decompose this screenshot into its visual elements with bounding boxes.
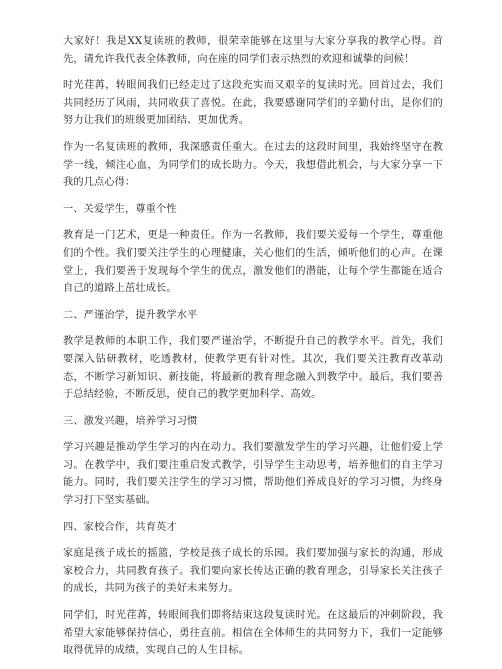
- section-heading-1: 一、关爱学生，尊重个性: [63, 203, 177, 215]
- section-3-paragraph: 学习兴趣是推动学生学习的内在动力。我们要激发学生的学习兴趣，让他们爱上学习。在教学中，我们要注重启发式教学，引导学生主动思考，培养他们的自主学习能力。同时，我们要关注学生的学习习惯，帮助他们养成良好的学习习惯，为终身学习打下坚实基础。: [63, 442, 443, 507]
- section-heading-3: 三、激发兴趣，培养学习习惯: [63, 415, 198, 427]
- section-1-paragraph: 教育是一门艺术，更是一种责任。作为一名教师，我们要关爱每一个学生，尊重他们的个性。我们要关注学生的心理健康，关心他们的生活，倾听他们的心声。在课堂上，我们要善于发现每个学生的优点，激发他们的潜能，让每个学生都能在适合自己的道路上茁壮成长。: [63, 230, 443, 295]
- reflection-paragraph: 时光荏苒，转眼间我们已经走过了这段充实而又艰辛的复读时光。回首过去，我们共同经历了风雨，共同收获了喜悦。在此，我要感谢同学们的辛勤付出，是你们的努力让我们的班级更加团结、更加优秀。: [63, 80, 443, 127]
- section-2-paragraph: 教学是教师的本职工作，我们要严谨治学，不断提升自己的教学水平。首先，我们要深入钻研教材，吃透教材，使教学更有针对性。其次，我们要关注教育改革动态，不断学习新知识、新技能，将最新的教育理念融入到教学中。最后，我们要善于总结经验，不断反思，使自己的教学更加科学、高效。: [63, 336, 443, 401]
- section-heading-2: 二、严谨治学，提升教学水平: [63, 309, 198, 321]
- responsibility-paragraph: 作为一名复读班的教师，我深感责任重大。在过去的这段时间里，我始终坚守在教学一线，倾注心血，为同学们的成长助力。今天，我想借此机会，与大家分享一下我的几点心得：: [63, 141, 443, 189]
- intro-paragraph: 大家好！我是XX复读班的教师，很荣幸能够在这里与大家分享我的教学心得。首先，请允许我代表全体教师，向在座的同学们表示热烈的欢迎和诚挚的问候！: [63, 36, 443, 65]
- document-page: [63, 33, 443, 669]
- section-heading-4: 四、家校合作，共育英才: [63, 521, 177, 533]
- section-4-paragraph: 家庭是孩子成长的摇篮，学校是孩子成长的乐园。我们要加强与家长的沟通，形成家校合力，共同教育孩子。我们要向家长传达正确的教育理念，引导家长关注孩子的成长，共同为孩子的美好未来努力。: [63, 548, 443, 595]
- closing-paragraph: 同学们，时光荏苒，转眼间我们即将结束这段复读时光。在这最后的冲刺阶段，我希望大家能够保持信心，勇往直前。相信在全体师生的共同努力下，我们一定能够取得优异的成绩，实现自己的人生目标。: [63, 610, 443, 657]
